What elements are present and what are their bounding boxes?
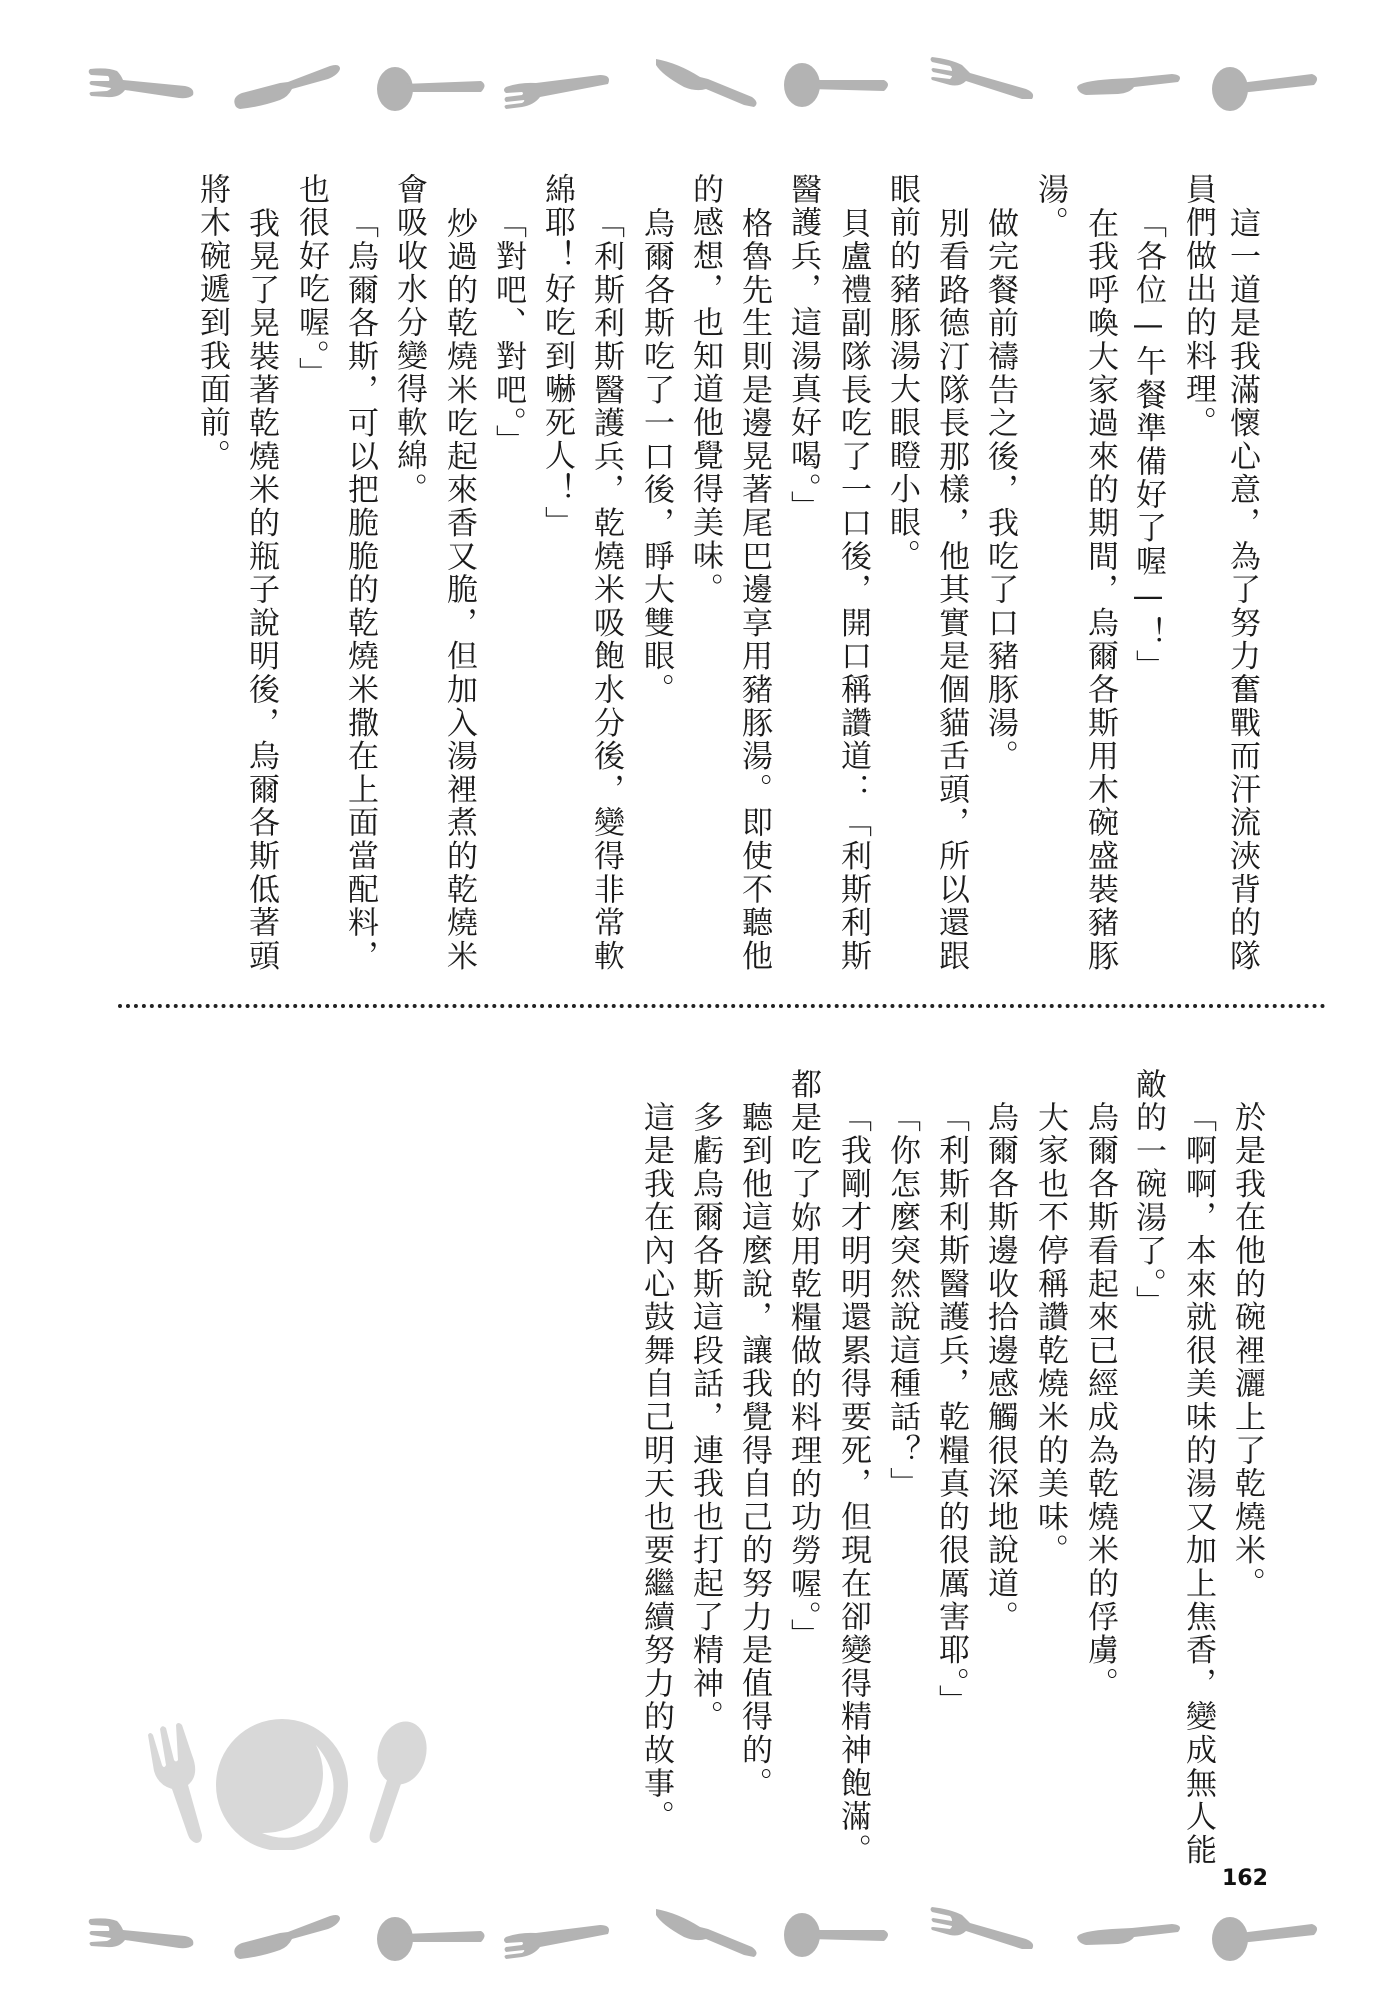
spoon-icon <box>373 1897 488 1967</box>
knife-icon <box>648 1897 763 1967</box>
spoon-icon <box>373 47 488 117</box>
text-column: 綿耶！好吃到嚇死人！」 <box>539 173 575 540</box>
knife-icon <box>230 47 345 117</box>
text-column: 湯。 <box>1032 173 1068 240</box>
text-column: 這一道是我滿懷心意，為了努力奮戰而汗流浹背的隊 <box>1224 207 1260 973</box>
text-column: 會吸收水分變得軟綿。 <box>391 173 427 506</box>
text-column: 「對吧、對吧。」 <box>490 207 526 458</box>
text-column: 「烏爾各斯，可以把脆脆的乾燒米撒在上面當配料， <box>342 207 378 973</box>
spoon-icon <box>780 1897 895 1967</box>
text-column: 「啊啊，本來就很美味的湯又加上焦香，變成無人能 <box>1180 1101 1216 1867</box>
text-column: 「利斯利斯醫護兵，乾燒米吸飽水分後，變得非常軟 <box>588 207 624 973</box>
fork-icon <box>148 1723 202 1843</box>
text-column: 「利斯利斯醫護兵，乾糧真的很厲害耶。」 <box>933 1101 969 1719</box>
text-column: 做完餐前禱告之後，我吃了口豬豚湯。 <box>982 207 1018 774</box>
section-divider <box>118 1004 1326 1008</box>
spoon-icon <box>1208 1897 1323 1967</box>
text-column: 將木碗遞到我面前。 <box>194 173 230 473</box>
knife-icon <box>230 1897 345 1967</box>
text-column: 炒過的乾燒米吃起來香又脆，但加入湯裡煮的乾燒米 <box>441 207 477 973</box>
text-column: 烏爾各斯邊收拾邊感觸很深地說道。 <box>982 1101 1018 1634</box>
fork-icon <box>500 1897 615 1967</box>
text-column: 這是我在內心鼓舞自己明天也要繼續努力的故事。 <box>638 1101 674 1834</box>
text-column: 我晃了晃裝著乾燒米的瓶子說明後，烏爾各斯低著頭 <box>243 207 279 973</box>
text-column: 都是吃了妳用乾糧做的料理的功勞喔。」 <box>785 1068 821 1652</box>
text-column: 格魯先生則是邊晃著尾巴邊享用豬豚湯。即使不聽他 <box>736 207 772 973</box>
text-column: 眼前的豬豚湯大眼瞪小眼。 <box>884 173 920 573</box>
bottom-cutlery-border <box>80 1897 1340 1967</box>
text-column: 敵的一碗湯了。」 <box>1130 1068 1166 1319</box>
text-column: 貝盧禮副隊長吃了一口後，開口稱讚道：「利斯利斯 <box>835 207 871 973</box>
fork-icon <box>500 47 615 117</box>
text-column: 醫護兵，這湯真好喝。」 <box>785 173 821 524</box>
spoon-icon <box>1208 47 1323 117</box>
text-column: 「各位—午餐準備好了喔—！」 <box>1130 207 1166 684</box>
text-column: 的感想，也知道他覺得美味。 <box>687 173 723 606</box>
page-number: 162 <box>1222 1866 1268 1891</box>
text-column: 「你怎麼突然說這種話？」 <box>884 1101 920 1501</box>
text-column: 聽到他這麼說，讓我覺得自己的努力是值得的。 <box>736 1101 772 1801</box>
text-column: 大家也不停稱讚乾燒米的美味。 <box>1032 1101 1068 1568</box>
spoon-icon <box>370 1716 430 1843</box>
knife-icon <box>648 47 763 117</box>
plate-icon <box>216 1719 348 1850</box>
text-column: 「我剛才明明還累得要死，但現在卻變得精神飽滿。 <box>835 1101 871 1867</box>
spoon-icon <box>780 47 895 117</box>
fork-icon <box>85 47 200 117</box>
text-column: 在我呼喚大家過來的期間，烏爾各斯用木碗盛裝豬豚 <box>1082 207 1118 973</box>
top-cutlery-border <box>80 47 1340 117</box>
knife-icon <box>1072 47 1187 117</box>
text-column: 別看路德汀隊長那樣，他其實是個貓舌頭，所以還跟 <box>933 207 969 973</box>
fork-icon <box>926 1897 1041 1967</box>
text-column: 也很好吃喔。」 <box>293 173 329 391</box>
text-column: 烏爾各斯看起來已經成為乾燒米的俘虜。 <box>1082 1101 1118 1701</box>
text-column: 烏爾各斯吃了一口後，睜大雙眼。 <box>638 207 674 707</box>
fork-icon <box>926 47 1041 117</box>
text-column: 於是我在他的碗裡灑上了乾燒米。 <box>1229 1101 1265 1601</box>
text-column: 員們做出的料理。 <box>1180 173 1216 440</box>
plate-illustration <box>140 1715 430 1850</box>
text-column: 多虧烏爾各斯這段話，連我也打起了精神。 <box>687 1101 723 1734</box>
knife-icon <box>1072 1897 1187 1967</box>
fork-icon <box>85 1897 200 1967</box>
